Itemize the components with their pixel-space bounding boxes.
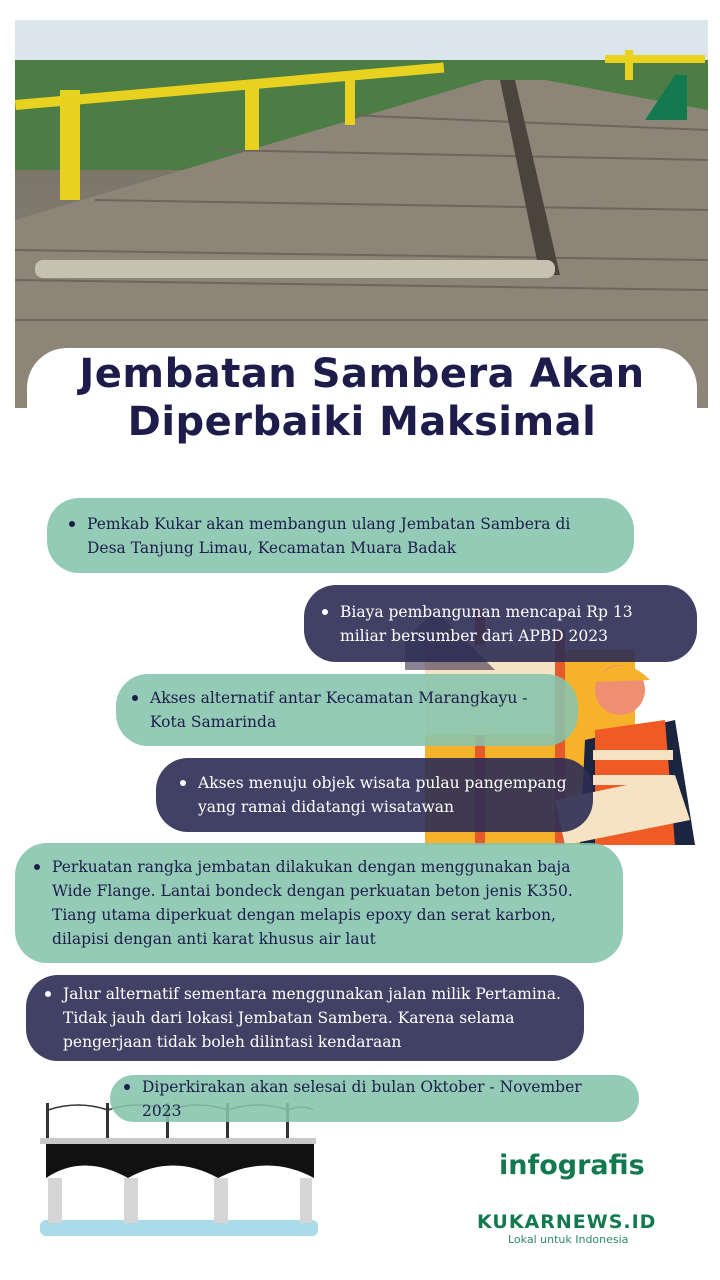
infografis-label: infografis xyxy=(499,1150,645,1181)
info-point-6 xyxy=(26,975,584,1061)
kukarnews-logo: KUKARNEWS.ID xyxy=(477,1211,657,1233)
info-text: Akses menuju objek wisata pulau pangempang yang ramai didatangi wisatawan xyxy=(198,771,571,819)
info-point-7 xyxy=(110,1075,639,1122)
title-panel xyxy=(27,348,697,458)
info-text: Biaya pembangunan mencapai Rp 13 miliar bersumber dari APBD 2023 xyxy=(340,600,675,648)
page-title-line-1: Jembatan Sambera Akan xyxy=(79,351,645,397)
logo-tagline: Lokal untuk Indonesia xyxy=(508,1233,629,1246)
info-text: Pemkab Kukar akan membangun ulang Jembatan Sambera di Desa Tanjung Limau, Kecamatan Muara Badak xyxy=(87,512,612,560)
info-point-1 xyxy=(47,498,634,573)
info-point-2 xyxy=(304,585,697,662)
info-text: Akses alternatif antar Kecamatan Marangkayu - Kota Samarinda xyxy=(150,686,556,734)
info-text: Jalur alternatif sementara menggunakan jalan milik Pertamina. Tidak jauh dari lokasi Jembatan Sambera. Karena selama pengerjaan tidak boleh dilintasi kendaraan xyxy=(63,982,562,1054)
page-title-line-2: Diperbaiki Maksimal xyxy=(127,399,597,445)
info-point-4 xyxy=(156,758,593,832)
info-text: Perkuatan rangka jembatan dilakukan dengan menggunakan baja Wide Flange. Lantai bondeck dengan perkuatan beton jenis K350. Tiang utama diperkuat dengan melapis epoxy dan serat karbon, dilapisi dengan anti karat khusus air laut xyxy=(52,855,615,951)
info-text: Diperkirakan akan selesai di bulan Oktober - November 2023 xyxy=(142,1075,617,1123)
info-point-3 xyxy=(116,674,578,746)
info-point-5 xyxy=(15,843,623,963)
